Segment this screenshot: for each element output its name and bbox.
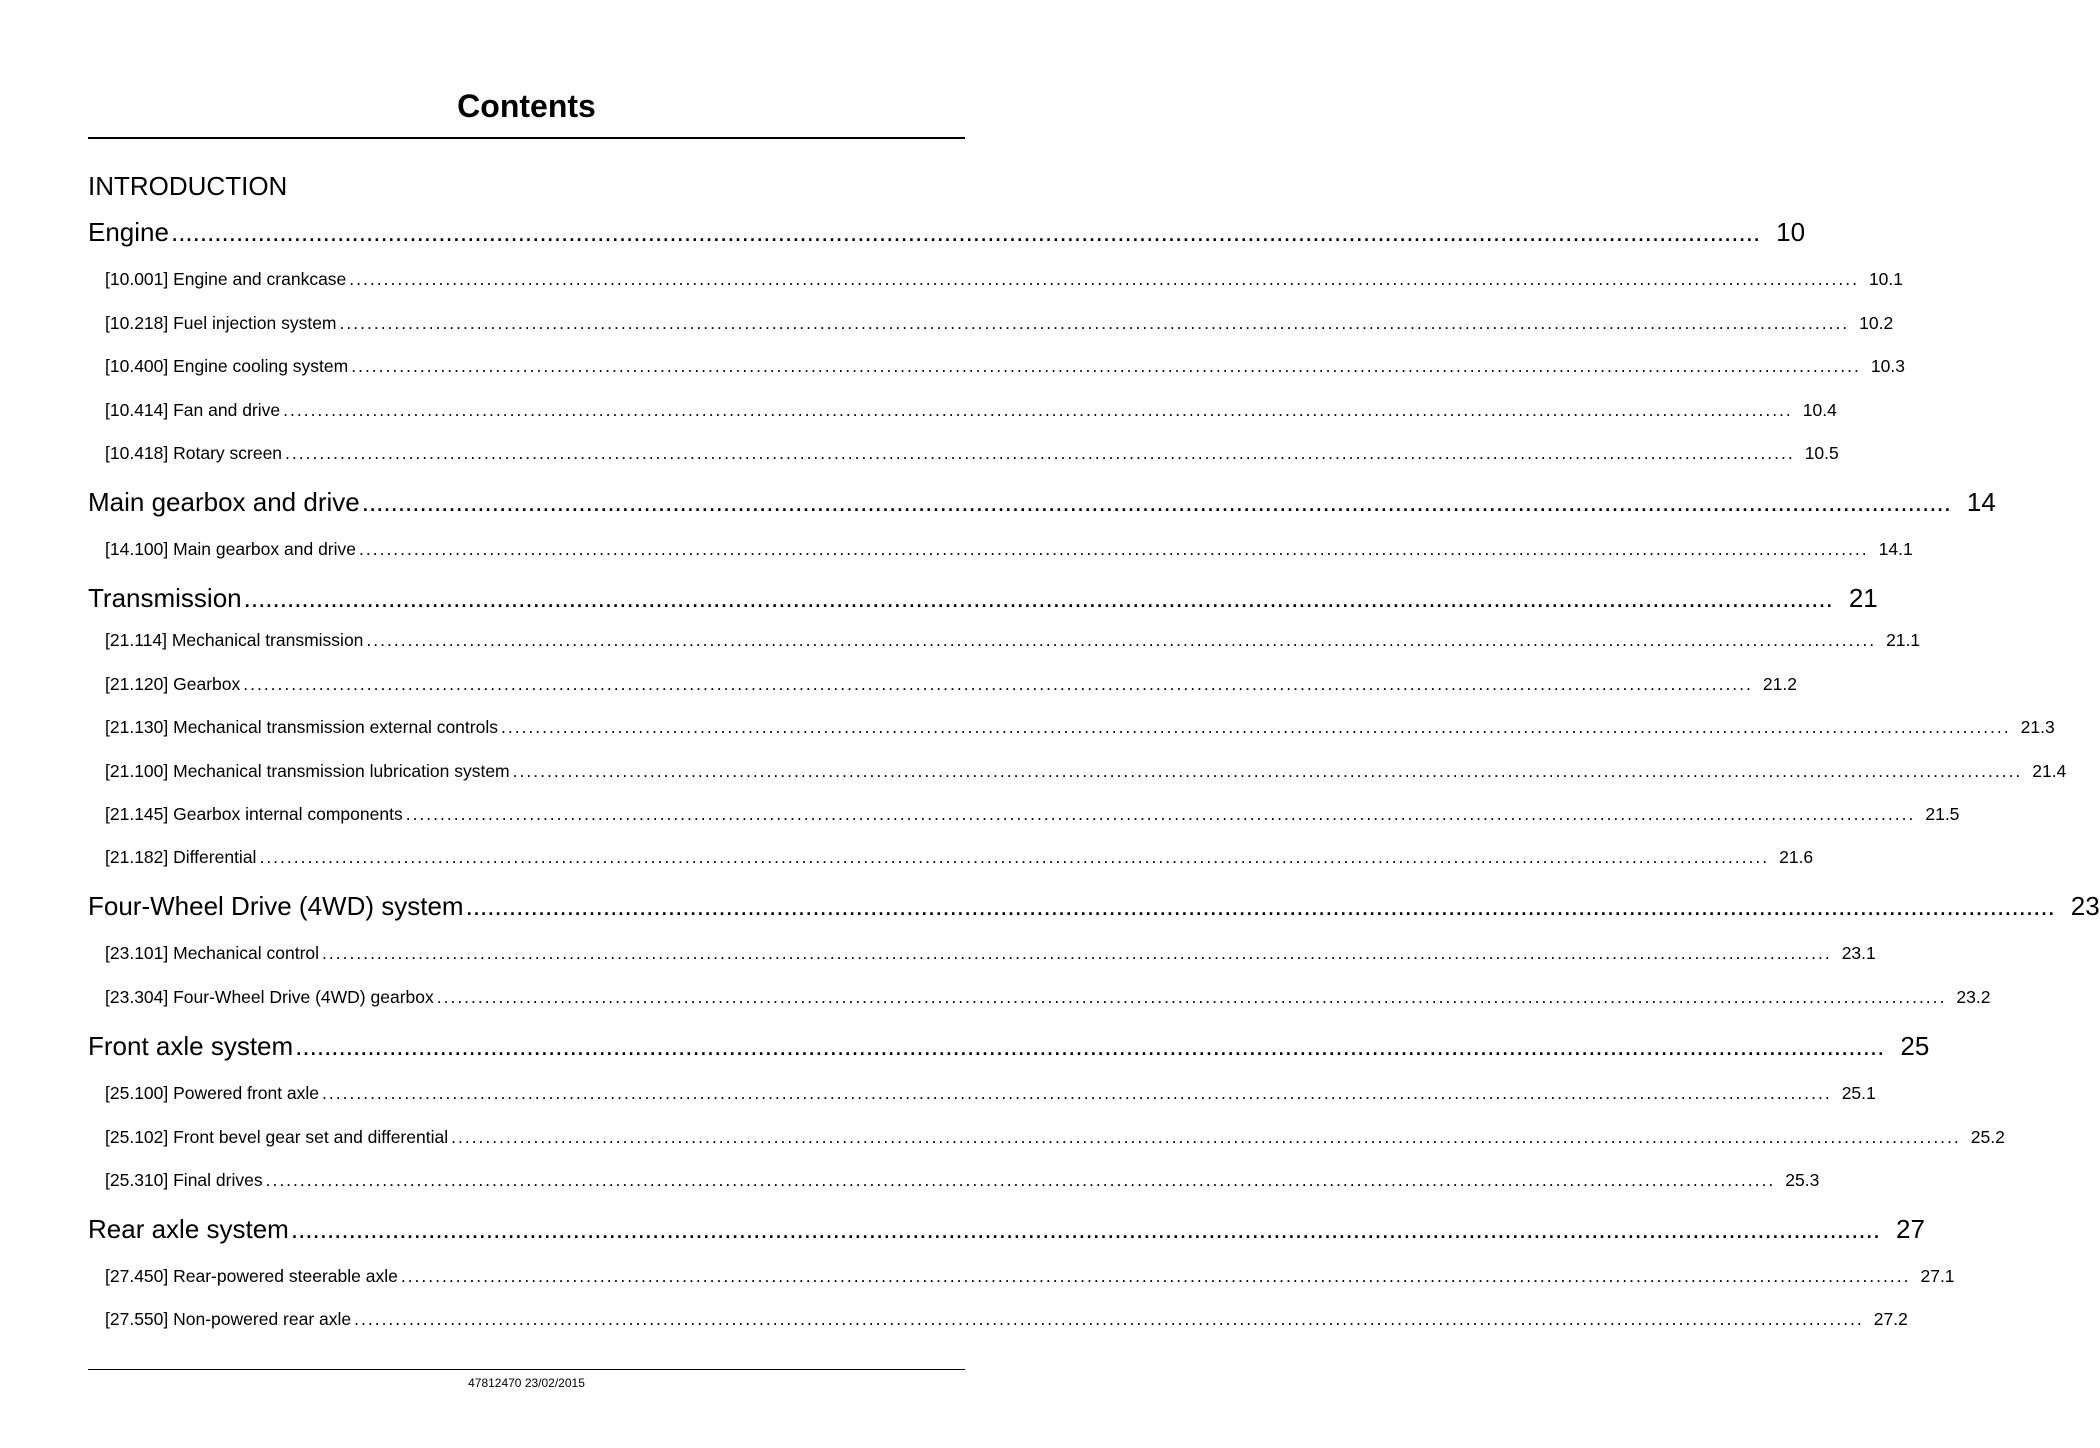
toc-leader-dots: ............................................................................................................................................................................................................................ xyxy=(500,717,2011,737)
toc-section-label: [25.100] Powered front axle xyxy=(105,1083,320,1103)
toc-section-label: [27.550] Non-powered rear axle xyxy=(105,1309,352,1329)
toc-section-27-550[interactable] xyxy=(105,1308,1908,1330)
toc-leader-dots: ............................................................................................................................................................................................................................ xyxy=(290,1214,1881,1244)
toc-section-page: 21.6 xyxy=(1779,847,1814,867)
footer-doc-id: 47812470 23/02/2015 xyxy=(468,1376,585,1390)
toc-section-page: 25.3 xyxy=(1785,1170,1820,1190)
toc-section-21-120[interactable] xyxy=(105,673,1797,695)
toc-section-page: 21.5 xyxy=(1925,804,1960,824)
toc-section-10-414[interactable] xyxy=(105,399,1837,421)
toc-section-label: [23.101] Mechanical control xyxy=(105,943,320,963)
toc-leader-dots: ............................................................................................................................................................................................................................ xyxy=(285,443,1795,463)
toc-leader-dots: ............................................................................................................................................................................................................................ xyxy=(405,804,1916,824)
toc-section-label: [21.100] Mechanical transmission lubrication system xyxy=(105,761,510,781)
toc-section-23-304[interactable] xyxy=(105,986,1991,1008)
toc-chapter-rear-axle[interactable] xyxy=(88,1213,1925,1245)
toc-section-page: 21.4 xyxy=(2032,761,2067,781)
toc-section-page: 10.1 xyxy=(1868,269,1904,289)
toc-section-page: 23.1 xyxy=(1841,943,1876,963)
toc-chapter-page: 21 xyxy=(1848,583,1878,613)
toc-section-21-114[interactable] xyxy=(105,629,1921,651)
toc-chapter-label: Engine xyxy=(88,217,169,247)
page-title: Contents xyxy=(457,88,596,124)
toc-leader-dots: ............................................................................................................................................................................................................................ xyxy=(259,847,1770,867)
toc-section-21-100[interactable] xyxy=(105,760,2067,782)
toc-leader-dots: ............................................................................................................................................................................................................................ xyxy=(322,943,1832,963)
toc-section-25-102[interactable] xyxy=(105,1126,2005,1148)
toc-leader-dots: ............................................................................................................................................................................................................................ xyxy=(436,987,1947,1007)
toc-section-label: [25.102] Front bevel gear set and differential xyxy=(105,1127,449,1147)
toc-section-21-130[interactable] xyxy=(105,716,2055,738)
toc-chapter-4wd-system[interactable] xyxy=(88,890,2100,922)
toc-section-label: [21.145] Gearbox internal components xyxy=(105,804,403,824)
toc-section-page: 25.1 xyxy=(1841,1083,1876,1103)
footer-divider xyxy=(88,1369,965,1370)
intro-heading: INTRODUCTION xyxy=(88,171,288,201)
toc-section-label: [21.114] Mechanical transmission xyxy=(105,630,364,650)
toc-section-page: 27.1 xyxy=(1920,1266,1955,1286)
toc-section-27-450[interactable] xyxy=(105,1265,1955,1287)
toc-section-page: 10.2 xyxy=(1859,313,1894,333)
toc-section-10-218[interactable] xyxy=(105,312,1894,334)
toc-leader-dots: ............................................................................................................................................................................................................................ xyxy=(322,1083,1832,1103)
toc-leader-dots: ............................................................................................................................................................................................................................ xyxy=(265,1170,1776,1190)
toc-leader-dots: ............................................................................................................................................................................................................................ xyxy=(400,1266,1911,1286)
toc-section-label: [27.450] Rear-powered steerable axle xyxy=(105,1266,398,1286)
title-divider xyxy=(88,137,965,139)
toc-section-label: [10.414] Fan and drive xyxy=(105,400,281,420)
toc-chapter-main-gearbox[interactable] xyxy=(88,486,1996,518)
toc-section-label: [10.418] Rotary screen xyxy=(105,443,283,463)
toc-section-label: [23.304] Four-Wheel Drive (4WD) gearbox xyxy=(105,987,434,1007)
toc-chapter-label: Four-Wheel Drive (4WD) system xyxy=(88,891,464,921)
toc-section-label: [25.310] Final drives xyxy=(105,1170,263,1190)
toc-section-page: 14.1 xyxy=(1878,539,1913,559)
toc-leader-dots: ............................................................................................................................................................................................................................ xyxy=(366,630,1877,650)
toc-section-10-001[interactable] xyxy=(105,268,1904,290)
toc-section-25-310[interactable] xyxy=(105,1169,1820,1191)
toc-chapter-page: 10 xyxy=(1776,217,1806,247)
toc-leader-dots: ............................................................................................................................................................................................................................ xyxy=(339,313,1850,333)
toc-section-label: [10.218] Fuel injection system xyxy=(105,313,337,333)
toc-leader-dots: ............................................................................................................................................................................................................................ xyxy=(359,539,1869,559)
toc-section-page: 10.5 xyxy=(1804,443,1839,463)
toc-section-21-145[interactable] xyxy=(105,803,1960,825)
toc-section-page: 10.3 xyxy=(1870,356,1905,376)
toc-section-page: 23.2 xyxy=(1956,987,1991,1007)
toc-section-label: [21.130] Mechanical transmission external controls xyxy=(105,717,498,737)
toc-section-page: 21.1 xyxy=(1886,630,1921,650)
toc-section-page: 21.2 xyxy=(1762,674,1797,694)
toc-leader-dots: ............................................................................................................................................................................................................................ xyxy=(361,487,1951,517)
toc-leader-dots: ............................................................................................................................................................................................................................ xyxy=(243,674,1753,694)
toc-chapter-label: Main gearbox and drive xyxy=(88,487,360,517)
toc-leader-dots: ............................................................................................................................................................................................................................ xyxy=(349,269,1859,289)
toc-leader-dots: ............................................................................................................................................................................................................................ xyxy=(512,761,2023,781)
toc-chapter-page: 14 xyxy=(1966,487,1996,517)
toc-section-25-100[interactable] xyxy=(105,1082,1876,1104)
toc-chapter-page: 27 xyxy=(1896,1214,1925,1244)
toc-leader-dots: ............................................................................................................................................................................................................................ xyxy=(295,1031,1885,1061)
toc-chapter-page: 25 xyxy=(1900,1031,1930,1061)
toc-section-10-400[interactable] xyxy=(105,355,1905,377)
toc-chapter-page: 23 xyxy=(2070,891,2100,921)
toc-chapter-label: Front axle system xyxy=(88,1031,294,1061)
toc-section-page: 27.2 xyxy=(1873,1309,1908,1329)
toc-section-14-100[interactable] xyxy=(105,538,1913,560)
toc-section-23-101[interactable] xyxy=(105,942,1876,964)
toc-chapter-transmission[interactable] xyxy=(88,582,1878,614)
toc-leader-dots: ............................................................................................................................................................................................................................ xyxy=(451,1127,1961,1147)
toc-section-label: [14.100] Main gearbox and drive xyxy=(105,539,356,559)
toc-section-page: 21.3 xyxy=(2020,717,2055,737)
toc-leader-dots: ............................................................................................................................................................................................................................ xyxy=(351,356,1861,376)
toc-leader-dots: ............................................................................................................................................................................................................................ xyxy=(170,217,1761,247)
toc-section-21-182[interactable] xyxy=(105,846,1814,868)
toc-section-label: [10.001] Engine and crankcase xyxy=(105,269,347,289)
toc-chapter-label: Rear axle system xyxy=(88,1214,289,1244)
toc-section-10-418[interactable] xyxy=(105,442,1839,464)
toc-leader-dots: ............................................................................................................................................................................................................................ xyxy=(283,400,1793,420)
toc-section-label: [21.120] Gearbox xyxy=(105,674,241,694)
toc-chapter-front-axle[interactable] xyxy=(88,1030,1930,1062)
toc-leader-dots: ............................................................................................................................................................................................................................ xyxy=(354,1309,1864,1329)
toc-leader-dots: ............................................................................................................................................................................................................................ xyxy=(243,583,1833,613)
toc-section-page: 25.2 xyxy=(1970,1127,2005,1147)
toc-chapter-label: Transmission xyxy=(88,583,242,613)
toc-section-page: 10.4 xyxy=(1802,400,1837,420)
toc-section-label: [21.182] Differential xyxy=(105,847,257,867)
toc-section-label: [10.400] Engine cooling system xyxy=(105,356,349,376)
toc-leader-dots: ............................................................................................................................................................................................................................ xyxy=(465,891,2055,921)
toc-chapter-engine[interactable] xyxy=(88,216,1806,248)
